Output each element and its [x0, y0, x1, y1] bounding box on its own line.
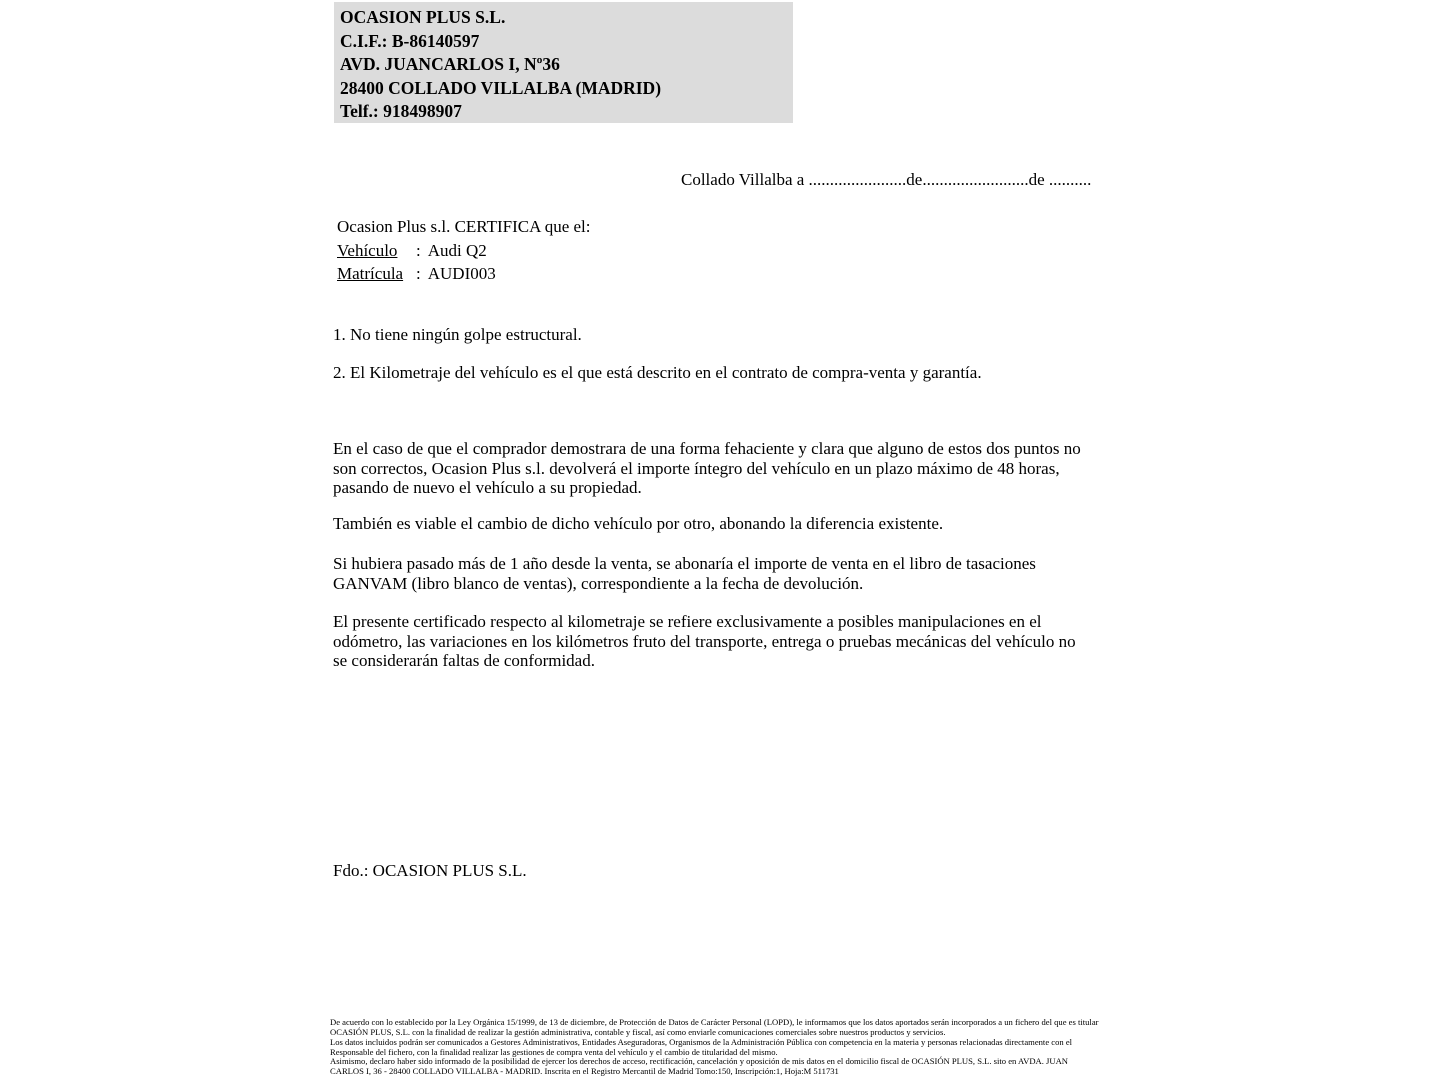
paragraph-line: Si hubiera pasado más de 1 año desde la venta, se abonaría el importe de venta en el libro de tasaciones — [333, 554, 1036, 573]
paragraph-line: odómetro, las variaciones en los kilómetros fruto del transporte, entrega o pruebas mecánicas del vehículo no — [333, 631, 1076, 651]
paragraph-refund — [333, 439, 1081, 498]
plate-separator: : — [416, 264, 421, 283]
paragraph-line: En el caso de que el comprador demostrara de una forma fehaciente y clara que alguno de estos dos puntos no — [333, 439, 1081, 458]
legal-footer-line: Responsable del fichero, con la finalidad realizar las gestiones de compra venta del vehículo y el cambio de titularidad del mismo. — [330, 1046, 778, 1057]
signature-line: Fdo.: OCASION PLUS S.L. — [333, 861, 527, 880]
legal-footer-line: Asimismo, declaro haber sido informado de la posibilidad de ejercer los derechos de acceso, rectificación, cancelación y oposición de mis datos en el domicilio fiscal de OCASIÓN PLUS, S.L. sito en AVDA. JUAN — [330, 1056, 1069, 1067]
paragraph-line: pasando de nuevo el vehículo a su propiedad. — [333, 478, 642, 497]
paragraph-line: También es viable el cambio de dicho vehículo por otro, abonando la diferencia existente. — [333, 514, 944, 533]
vehicle-separator: : — [416, 240, 421, 260]
legal-footer-line: De acuerdo con lo establecido por la Ley Orgánica 15/1999, de 13 de diciembre, de Protección de Datos de Carácter Personal (LOPD), le informamos que los datos aportados serán incorporados a un fichero del que es titular — [330, 1017, 1099, 1027]
paragraph-line: se considerarán faltas de conformidad. — [333, 651, 595, 670]
paragraph-line: GANVAM (libro blanco de ventas), correspondiente a la fecha de devolución. — [333, 573, 864, 593]
certification-block — [337, 215, 591, 286]
company-header-box — [334, 2, 793, 123]
vehicle-field — [337, 239, 591, 263]
plate-label: Matrícula — [337, 264, 404, 283]
company-name: OCASION PLUS S.L. — [340, 7, 506, 27]
plate-value: AUDI003 — [427, 264, 496, 283]
paragraph-line: El presente certificado respecto al kilometraje se refiere exclusivamente a posibles manipulaciones en el — [333, 612, 1042, 631]
paragraph-line: son correctos, Ocasion Plus s.l. devolverá el importe íntegro del vehículo en un plazo máximo de 48 horas, — [333, 458, 1060, 478]
paragraph-exchange — [333, 514, 943, 534]
vehicle-label: Vehículo — [337, 240, 398, 260]
company-phone: Telf.: 918498907 — [340, 101, 462, 121]
point-structural-damage: 1. No tiene ningún golpe estructural. — [333, 325, 582, 344]
legal-footer-line: Los datos incluidos podrán ser comunicados a Gestores Administrativos, Entidades Aseguradoras, Organismos de la Administración Pública con competencia en la materia y personas relacionadas directamente con el — [330, 1036, 1073, 1047]
company-city: 28400 COLLADO VILLALBA (MADRID) — [340, 77, 662, 98]
plate-field — [337, 262, 591, 286]
certification-intro: Ocasion Plus s.l. CERTIFICA que el: — [337, 217, 591, 236]
legal-footer — [330, 1018, 1099, 1077]
company-cif: C.I.F.: B-86140597 — [340, 30, 480, 51]
legal-footer-line: CARLOS I, 36 - 28400 COLLADO VILLALBA - MADRID. Inscrita en el Registro Mercantil de Madrid Tomo:150, Inscripción:1, Hoja:M 511731 — [330, 1066, 839, 1077]
vehicle-value: Audi Q2 — [427, 240, 487, 260]
company-address: AVD. JUANCARLOS I, Nº36 — [340, 54, 560, 74]
legal-footer-line: OCASIÓN PLUS, S.L. con la finalidad de realizar la gestión administrativa, contable y fiscal, así como enviarle comunicaciones comerciales sobre nuestros productos y servicios. — [330, 1026, 946, 1037]
paragraph-odometer — [333, 612, 1076, 671]
point-mileage: 2. El Kilometraje del vehículo es el que está descrito en el contrato de compra-venta y garantía. — [333, 363, 982, 382]
date-line: Collado Villalba a .......................de.........................de .......... — [681, 170, 1092, 189]
paragraph-ganvam — [333, 554, 1036, 593]
